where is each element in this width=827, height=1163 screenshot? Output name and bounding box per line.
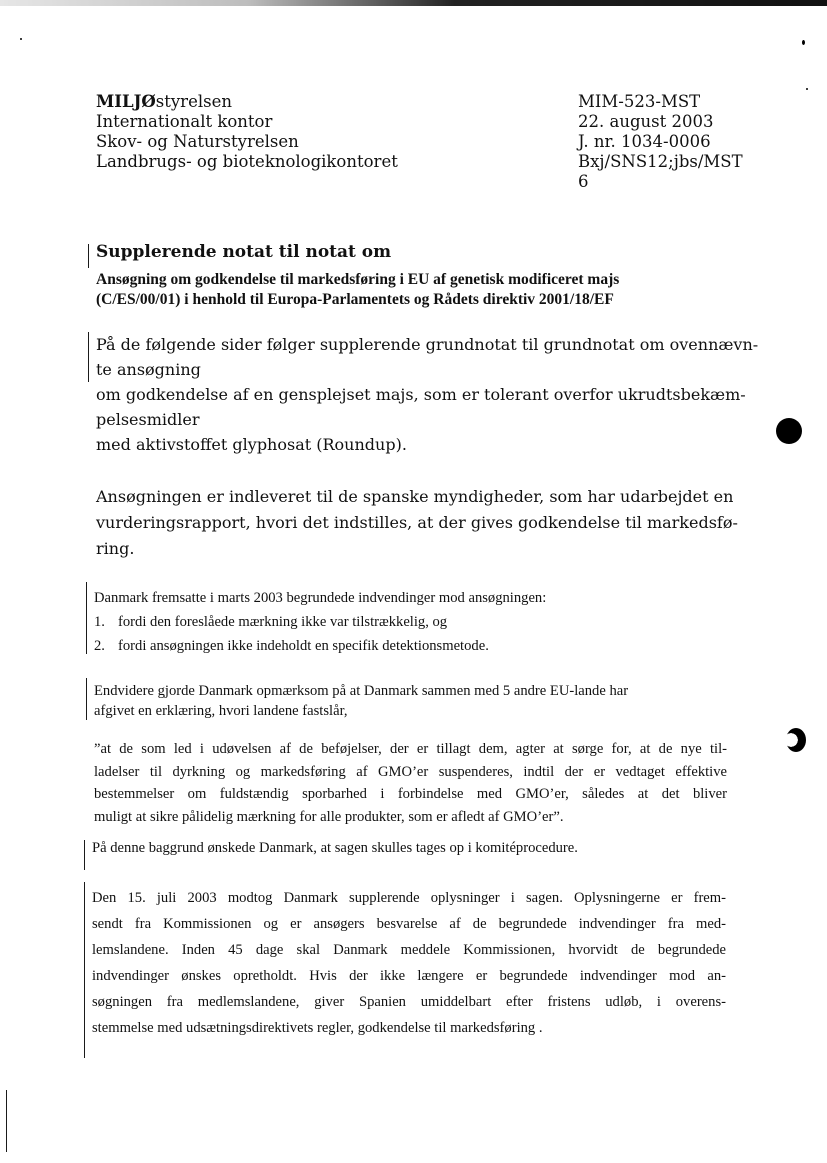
revision-bar (86, 582, 87, 654)
list-item: 1. fordi den foreslåede mærkning ikke var tilstrækkelig, og (94, 614, 448, 630)
agency-name: MILJØstyrelsen (96, 92, 232, 111)
revision-bar (84, 882, 85, 1058)
sender-line: Internationalt kontor (96, 112, 273, 131)
date-line: 22. august 2003 (578, 112, 714, 131)
supplement-paragraph: Den 15. juli 2003 modtog Danmark supplerende oplysninger i sagen. Oplysningerne er frem- sendt fra Kommissionen og er ansøgers besvarelse af de begrundede indvendinger fra med- lemslandene. Inden 45 dage skal Danmark meddele Kommissionen, hvorvidt de begrundede indvendinger ønskes opretholdt. Hvis der ikke længere er begrundede indvendinger mod an- søgningen fra medlemslandene, giver Spanien umiddelbart efter fristens udløb, i overens- stemmelse med udsætningsdirektivets regler, godkendelse til markedsføring . (92, 890, 726, 1036)
declaration-paragraph: Endvidere gjorde Danmark opmærksom på at Danmark sammen med 5 andre EU-lande har afgivet en erklæring, hvori landene fastslår, (94, 683, 629, 719)
committee-paragraph: På denne baggrund ønskede Danmark, at sagen skulles tages op i komitéprocedure. (92, 840, 578, 856)
document-subtitle: Ansøgning om godkendelse til markedsføring i EU af genetisk modificeret majs (C/ES/00/01) i henhold til Europa-Parlamentets og Rådets direktiv 2001/18/EF (96, 271, 620, 308)
reference-line: Bxj/SNS12;jbs/MST (578, 152, 743, 171)
sender-line: Landbrugs- og bioteknologikontoret (96, 152, 398, 171)
declaration-quote: ”at de som led i udøvelsen af de beføjelser, der er tillagt dem, agter at sørge for, at de nye til- ladelser til dyrkning og markedsføring af GMO’er suspenderes, indtil der er vedtaget effektive bestemmelser om fuldstændig sporbarhed i forbindelse med GMO’er, således at det bliver muligt at sikre pålidelig mærkning for alle produkter, som er afledt af GMO’er”. (94, 741, 727, 825)
scan-top-edge (0, 0, 827, 6)
list-item: 2. fordi ansøgningen ikke indeholdt en specifik detektionsmetode. (94, 638, 489, 654)
revision-bar (88, 244, 89, 268)
scan-speck (802, 40, 805, 45)
document-title: Supplerende notat til notat om (96, 242, 392, 262)
scan-speck (806, 88, 808, 90)
reference-block (578, 92, 743, 192)
reference-line: J. nr. 1034-0006 (578, 132, 711, 151)
sender-block (96, 92, 398, 172)
scan-speck (20, 38, 22, 40)
objections-section (94, 586, 546, 658)
application-paragraph: Ansøgningen er indleveret til de spanske myndigheder, som har udarbejdet en vurderingsrapport, hvori det indstilles, at der gives godkendelse til markedsfø- ring. (96, 487, 738, 558)
scan-punch-hole-top (776, 418, 802, 444)
intro-paragraph: På de følgende sider følger supplerende grundnotat til grundnotat om ovennævn- te ansøgning om godkendelse af en gensplejset majs, som er tolerant overfor ukrudtsbekæm- pelsesmidler med aktivstoffet glyphosat (Roundup). (96, 335, 759, 454)
reference-line: MIM-523-MST (578, 92, 701, 111)
scan-left-edge-mark (6, 1090, 7, 1152)
scan-punch-hole-bottom (786, 728, 806, 752)
revision-bar (88, 332, 89, 382)
revision-bar (86, 678, 87, 720)
revision-bar (84, 840, 85, 870)
sender-line: Skov- og Naturstyrelsen (96, 132, 299, 151)
reference-line: 6 (578, 172, 589, 191)
objections-lead: Danmark fremsatte i marts 2003 begrundede indvendinger mod ansøgningen: (94, 590, 547, 606)
